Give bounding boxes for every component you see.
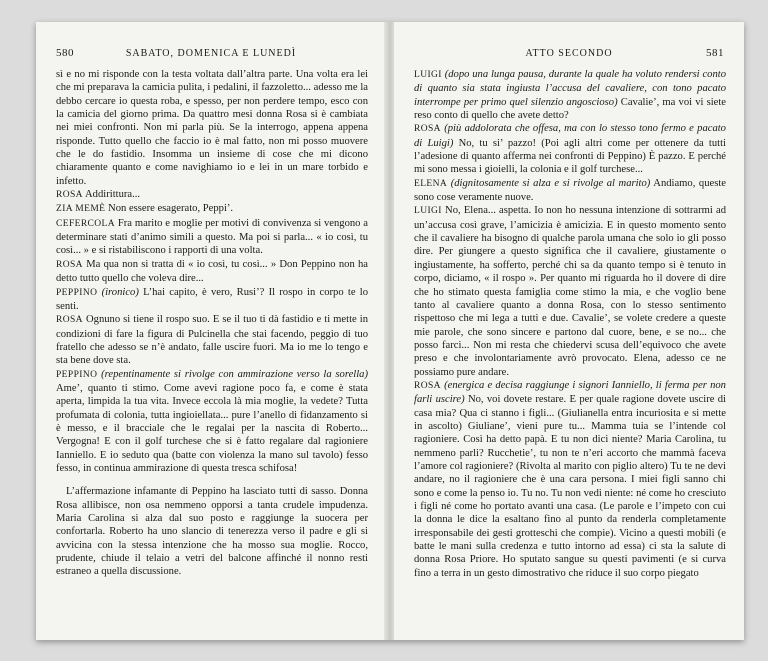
left-page <box>36 22 386 640</box>
running-title: SABATO, DOMENICA E LUNEDÌ <box>125 48 297 59</box>
running-title: ATTO SECONDO <box>525 48 613 59</box>
stage-direction-paragraph <box>56 485 368 578</box>
dialogue-line <box>414 68 726 122</box>
page-number: 580 <box>56 47 74 59</box>
right-page <box>394 22 744 640</box>
speaker-name: CEFERCOLA <box>56 218 116 229</box>
dialogue-line <box>414 177 726 205</box>
speaker-name: ROSA <box>414 124 441 135</box>
stage-direction: (repentinamente si rivolge con ammirazione verso la sorella) <box>101 368 368 380</box>
speaker-name: ROSA <box>414 380 441 391</box>
dialogue-line <box>56 217 368 258</box>
line-text: Andiamo, queste sono cose veramente nuove. <box>414 177 726 204</box>
speaker-name: ELENA <box>414 178 448 189</box>
right-page-text <box>414 68 726 580</box>
line-text: Ma qua non si tratta di « io così, tu così... » Don Peppino non ha detto tutto quello che voleva dire... <box>56 258 368 285</box>
line-text: sì e no mi risponde con la testa voltata dall’altra parte. Una volta era lei che mi preparava la camicia pulita, i pedalini, il fazzoletto... adesso me la debbo cercare io questa roba, e spesso, per non perdere tempo, esco con la camicia del giorno prima. Da quattro mesi donna Rosa si è cambiata nei miei confronti. Non mi parla più. Se la interrogo, appena appena risponde. Tutto quello che faccio io è mal fatto, non mi posso muovere che le do fastidio. Insomma un insieme di cose che mi dicono chiaramente quanto e come navighiamo io e lei in un mare torbido e infetto. <box>56 69 368 187</box>
dialogue-line <box>414 122 726 176</box>
speaker-name: LUIGI <box>414 206 442 217</box>
speaker-name: ROSA <box>56 190 83 201</box>
stage-direction: (dopo una lunga pausa, durante la quale ha voluto rendersi conto di quanto sia stata ingiusta l’accusa del cavaliere, con tono pacato interrompe per primo quel silenzio angoscioso) <box>414 69 726 108</box>
line-text: Addirittura... <box>85 189 141 201</box>
line-text: No, voi dovete restare. E per quale ragione dovete uscire di casa mia? Qua ci stanno i figli... (Giulianella entra incuriosita e si mette in ascolto) Giuliane’, vieni pure tu... Mamma tuia se l’intende col ragioniere. Così ha detto papà. E tu non dici niente? Maria Carolina, tu nemmeno parli? Rucchetie’, tu non te n’eri accorto che mammà faceva l’amore col ragioniere? (Rivolta al marito con piglio altero) Tu te ne devi andare, no il ragioniere che è una cara persona. I miei figli sanno chi sono e come la penso io. Tu no. Tu non vedi niente: né come ho cresciuto i figli né come ho portato avanti una casa. (Le parole e l’impeto con cui la donna le dice la esaltano fino al punto da renderla completamente irresponsabile dei gesti grotteschi che compie). Vicino a questi mobili (e batte le mani sulla credenza e tutto intorno ad essa) ci sta la salute di donna Rosa Priore. Ho sputato sangue su questi pavimenti (e si curva fino a terra in un gesto dimostrativo che riduce il suo corpo piegato <box>414 394 726 579</box>
line-text: Cavalie’, ma voi vi siete reso conto di quello che avete detto? <box>414 96 726 122</box>
speaker-name: ROSA <box>56 259 83 270</box>
speaker-name: PEPPINO <box>56 287 98 298</box>
stage-direction: (dignitosamente si alza e si rivolge al marito) <box>450 177 651 189</box>
line-text: Ame’, quanto ti stimo. Come avevi ragione poco fa, e come è stata aperta, limpida la tua vita. Invece eccola là mia moglie, la vedete? Tutta profumata di colonia, tutta ingioiellata... pure l’anello di fidanzamento si è messo, e il bracciale che le regalai per la nascita di Roberto... Vergogna! E con il golf turchese che si è fatto regalare dal ragioniere Ianniello. E io seduto qua (batte con violenza la mano sul tavolo) fesso fesso, in continua ammirazione di questa tresca schifosa! <box>56 382 368 474</box>
stage-direction: (più addolorata che offesa, ma con lo stesso tono fermo e pacato di Luigi) <box>414 123 726 149</box>
line-text: L’hai capito, è vero, Rusi’? Il rospo in corpo te lo senti. <box>56 286 368 312</box>
dialogue-line <box>56 202 368 216</box>
dialogue-line <box>414 204 726 378</box>
dialogue-line <box>56 188 368 202</box>
stage-direction-paragraph <box>56 68 368 188</box>
page-number: 581 <box>706 47 724 59</box>
dialogue-line <box>56 258 368 286</box>
speaker-name: LUIGI <box>414 70 442 80</box>
open-book <box>36 22 744 640</box>
line-text: No, Elena... aspetta. Io non ho nessuna intenzione di sottrarmi ad un’accusa così grave, l’amicizia è amicizia. E in questo momento sento che il cavaliere ha bisogno di qualche parola umana che solo io gli posso dire. Per giungere a questo significa che il cavaliere, giustamente o ingiustamente, ha sofferto, perché chi sa da quanto tempo si è tenuto in corpo, diciamo, « il rospo ». Per quanto mi riguarda ho il dovere di dire che ho stimato questa famiglia come stimo la mia, e che voglio bene tanto al cavaliere quanto a donna Rosa, con lo stesso sentimento rispettoso che mi lega a tutti e due. Cavalie’, se volete credere a queste mie parole, che sono sincere e partono dal cuore, bene, e se no... che posso farci... Non mi resta che chiedervi scusa dell’equivoco che avete preso e che involontariamente avrò provocato. Elena, adesso ce ne possiamo pure andare. <box>414 205 726 378</box>
dialogue-line <box>56 286 368 314</box>
dialogue-line <box>414 379 726 580</box>
left-page-text <box>56 68 368 579</box>
line-text: Non essere esagerato, Peppi’. <box>108 203 234 215</box>
speaker-name: ROSA <box>56 315 83 326</box>
line-text: Fra marito e moglie per motivi di convivenza si vengono a determinare stati d’animo simili a questo. Ma poi si parla... « io così, tu così... » e si ristabiliscono i rapporti di una volta. <box>56 217 368 257</box>
stage-direction: (ironico) <box>101 286 139 298</box>
dialogue-line <box>56 368 368 476</box>
line-text: L’affermazione infamante di Peppino ha lasciato tutti di sasso. Donna Rosa allibisce, non osa nemmeno opporsi a tanta crudele impudenza. Maria Carolina si alza dal suo posto e raggiunge la suocera per confortarla. Roberto ha uno slancio di tenerezza verso il padre e gli si avvicina con la stessa intenzione che ha mosso sua moglie. Rocco, prudente, chiude il telaio a vetri del balcone affinché il nonno resti estraneo a quella discussione. <box>56 486 368 578</box>
speaker-name: ZIA MEMÈ <box>56 204 106 215</box>
dialogue-line <box>56 313 368 367</box>
speaker-name: PEPPINO <box>56 369 98 380</box>
line-text: No, tu si’ pazzo! (Poi agli altri come per ottenere da tutti l’adesione di quanto afferma nei confronti di Peppino) È pazzo. E perché mi sono messa i gioielli, la colonia e il golf turchese... <box>414 137 726 176</box>
left-page-header <box>56 48 366 62</box>
line-text: Ognuno si tiene il rospo suo. E se il tuo ti dà fastidio e ti mette in condizioni di fare la figura di Pulcinella che stai facendo, peggio di tuo fratello che adesso se n’è andato, falle uscire fuori. Ma io me lo tengo e sta bene dove sta. <box>56 314 368 367</box>
right-page-header <box>414 48 724 62</box>
stage-direction: (energica e decisa raggiunge i signori Ianniello, li ferma per non farli uscire) <box>414 379 726 406</box>
